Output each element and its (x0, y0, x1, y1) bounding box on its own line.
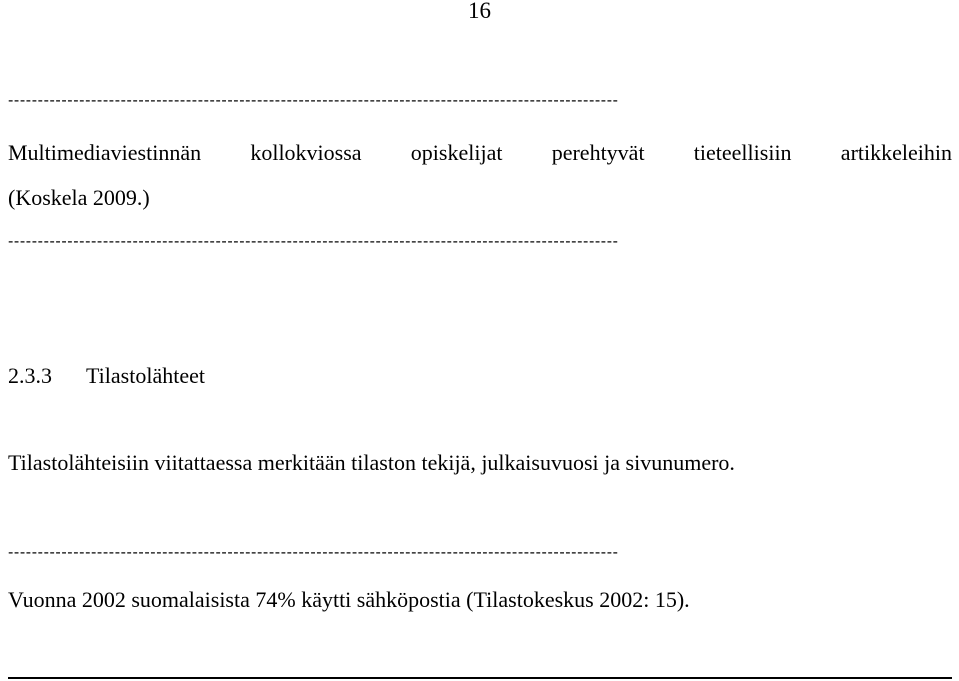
example-paragraph-line1: Multimediaviestinnän kollokviossa opiskelijat perehtyvät tieteellisiin artikkeleihin (8, 140, 952, 165)
dashed-separator: ------------------------------------------------------------------------------------------------------- (8, 233, 619, 250)
body-paragraph: Tilastolähteisiin viitattaessa merkitään tilaston tekijä, julkaisuvuosi ja sivunumero. (8, 450, 735, 475)
example-paragraph: Vuonna 2002 suomalaisista 74% käytti sähköpostia (Tilastokeskus 2002: 15). (8, 587, 690, 612)
section-heading (8, 364, 205, 388)
dashed-separator: ------------------------------------------------------------------------------------------------------- (8, 544, 619, 561)
section-number: 2.3.3 (8, 363, 52, 388)
example-paragraph-line2: (Koskela 2009.) (8, 185, 150, 210)
section-title: Tilastolähteet (86, 363, 205, 388)
page-number: 16 (468, 0, 491, 23)
dashed-separator: ------------------------------------------------------------------------------------------------------- (8, 92, 619, 109)
footer-rule (8, 677, 952, 679)
